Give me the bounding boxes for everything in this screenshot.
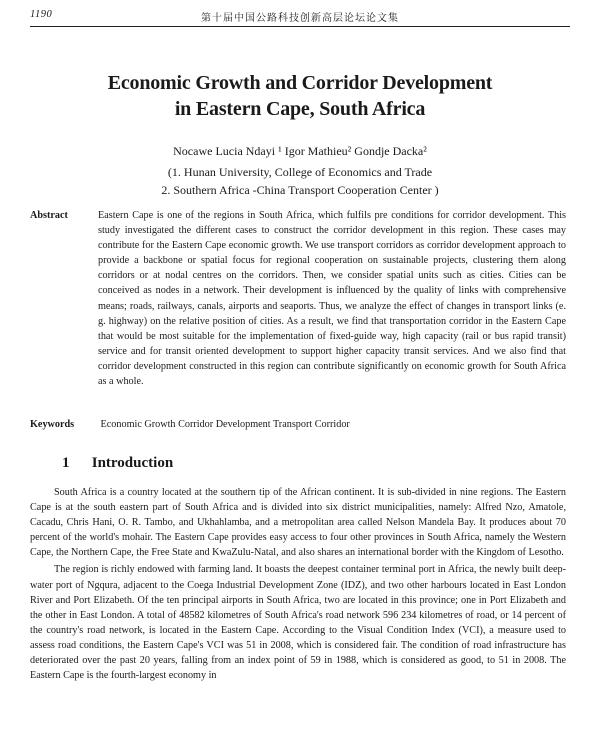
keywords [30,419,566,430]
keywords-label: Keywords [30,419,75,430]
paper-title [40,70,560,122]
abstract-text: Eastern Cape is one of the regions in South Africa, which fulfils pre conditions for corridor development. This study investigated the different cases to construct the corridor development in this region. These cases may contribute for the Eastern Cape economic growth. We use transport corridors as corridor development approach to provide a backbone or spatial focus for regional cooperation on sustainable projects, clustering them along corridors or at nodal centres on the corridors. Then, we consider spatial units such as cities. Cities can be conceived as nodes in a network. Their development is influenced by the quality of links with comprehensive means; roads, railways, canals, airports and seaports. Thus, we analyze the effect of changes in transport links (e. g. highway) on the relative position of cities. As a result, we find that transportation corridor in the Eastern Cape that would be most suitable for the implementation of fixed-guide way, high capacity (rail or bus rapid transit) service and for transit oriented development to support higher capacity transit services. And we also find that corridor development constructed in this region can contribute significantly on economic growth for South Africa as a whole. [98,210,566,388]
page-number: 1190 [30,9,53,20]
author-list: Nocawe Lucia Ndayi ¹ Igor Mathieu² Gondje Dacka² [173,144,427,158]
running-header [30,6,570,27]
title-line-2: in Eastern Cape, South Africa [174,98,426,120]
keywords-text: Economic Growth Corridor Development Transport Corridor [100,419,350,430]
affiliation-2: 2. Southern Africa -China Transport Cooperation Center ) [161,183,439,197]
section-heading [62,455,173,472]
affiliation-1: (1. Hunan University, College of Economics and Trade [167,165,433,179]
section-number: 1 [62,455,70,471]
journal-title: 第十届中国公路科技创新高层论坛论文集 [201,13,399,24]
body-text [30,485,566,685]
affiliations [40,163,560,199]
section-title: Introduction [91,455,174,471]
paragraph: South Africa is a country located at the southern tip of the African continent. It is sub-divided in nine regions. The Eastern Cape is at the south eastern part of South Africa and is divided into six district municipalities, namely: Alfred Nzo, Amatole, Cacadu, Chris Hani, O. R. Tambo, and Ukhahlamba, and a metropolitan area called Nelson Mandela Bay. It produces about 70 percent of the world's mohair. The Eastern Cape provides easy access to four other provinces in South Africa, namely the Western Cape, the Northern Cape, the Free State and KwaZulu-Natal, and also shares an international border with the Kingdom of Lesotho. [30,487,566,559]
abstract-label: Abstract [30,210,68,221]
abstract [30,208,566,389]
title-line-1: Economic Growth and Corridor Development [107,72,493,94]
paragraph: The region is richly endowed with farming land. It boasts the deepest container terminal port in Africa, the newly built deep-water port of Ngqura, adjacent to the Coega Industrial Development Zone (IDZ), and two other harbours located in East London River and Port Elizabeth. Of the ten principal airports in South Africa, two are located in this province; one in Port Elizabeth and the other in East London. A total of 48582 kilometres of South Africa's road network 596 234 kilometres of road, or 14 percent of the country's road network, is located in the Eastern Cape. According to the Visual Condition Index (VCI), a measure used to assess road conditions, the Eastern Cape's VCI was 51 in 2008, which is considered fair. The condition of road infrastructure has deteriorated over the past 20 years, falling from an index point of 59 in 1988, which is considered as good, to 51 in 2008. The Eastern Cape is the fourth-largest economy in [30,564,566,682]
